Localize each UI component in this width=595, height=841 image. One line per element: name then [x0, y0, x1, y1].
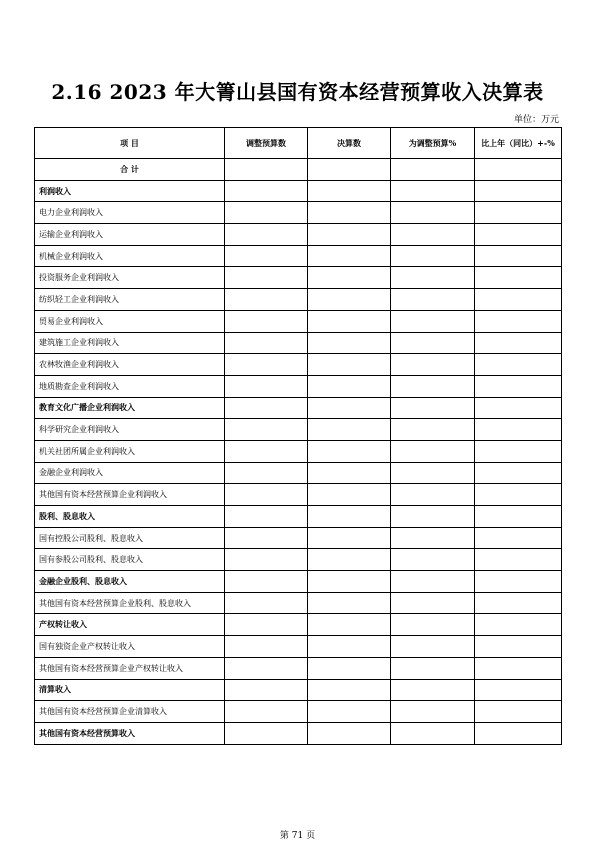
table-body: [35, 159, 562, 745]
yoy-cell: [475, 289, 562, 311]
adjusted-budget-cell: [225, 440, 308, 462]
table-row: [35, 440, 562, 462]
final-amount-cell: [308, 571, 391, 593]
percent-cell: [391, 310, 475, 332]
yoy-cell: [475, 636, 562, 658]
final-amount-cell: [308, 722, 391, 744]
final-amount-cell: [308, 701, 391, 723]
final-amount-cell: [308, 224, 391, 246]
table-row: [35, 332, 562, 354]
adjusted-budget-cell: [225, 159, 308, 181]
yoy-cell: [475, 180, 562, 202]
final-amount-cell: [308, 506, 391, 528]
row-label: 金融企业股利、股息收入: [35, 571, 225, 593]
percent-cell: [391, 462, 475, 484]
table-row: [35, 354, 562, 376]
table-row: [35, 679, 562, 701]
adjusted-budget-cell: [225, 289, 308, 311]
header-item: 项 目: [35, 128, 225, 159]
row-label: 产权转让收入: [35, 614, 225, 636]
adjusted-budget-cell: [225, 245, 308, 267]
table-row: [35, 224, 562, 246]
final-amount-cell: [308, 614, 391, 636]
table-row: [35, 592, 562, 614]
adjusted-budget-cell: [225, 462, 308, 484]
yoy-cell: [475, 310, 562, 332]
percent-cell: [391, 419, 475, 441]
row-label: 建筑施工企业利润收入: [35, 332, 225, 354]
final-amount-cell: [308, 375, 391, 397]
table-row: [35, 245, 562, 267]
row-label: 其他国有资本经营预算企业利润收入: [35, 484, 225, 506]
budget-table: [34, 127, 562, 745]
adjusted-budget-cell: [225, 549, 308, 571]
yoy-cell: [475, 440, 562, 462]
yoy-cell: [475, 224, 562, 246]
page-title: 2.16 2023 年大箐山县国有资本经营预算收入决算表: [51, 80, 544, 104]
percent-cell: [391, 224, 475, 246]
final-amount-cell: [308, 462, 391, 484]
adjusted-budget-cell: [225, 354, 308, 376]
yoy-cell: [475, 245, 562, 267]
final-amount-cell: [308, 592, 391, 614]
yoy-cell: [475, 506, 562, 528]
yoy-cell: [475, 722, 562, 744]
yoy-cell: [475, 657, 562, 679]
yoy-cell: [475, 354, 562, 376]
row-label: 农林牧渔企业利润收入: [35, 354, 225, 376]
percent-cell: [391, 332, 475, 354]
table-row: [35, 159, 562, 181]
adjusted-budget-cell: [225, 722, 308, 744]
header-final-amount: 决算数: [308, 128, 391, 159]
table-row: [35, 202, 562, 224]
final-amount-cell: [308, 679, 391, 701]
adjusted-budget-cell: [225, 592, 308, 614]
row-label: 国有参股公司股利、股息收入: [35, 549, 225, 571]
table-row: [35, 636, 562, 658]
adjusted-budget-cell: [225, 636, 308, 658]
final-amount-cell: [308, 202, 391, 224]
adjusted-budget-cell: [225, 310, 308, 332]
percent-cell: [391, 527, 475, 549]
final-amount-cell: [308, 419, 391, 441]
unit-label: 单位：万元: [513, 115, 559, 125]
adjusted-budget-cell: [225, 332, 308, 354]
table-row: [35, 722, 562, 744]
yoy-cell: [475, 267, 562, 289]
table-row: [35, 549, 562, 571]
final-amount-cell: [308, 245, 391, 267]
yoy-cell: [475, 375, 562, 397]
table-row: [35, 289, 562, 311]
row-label: 其他国有资本经营预算收入: [35, 722, 225, 744]
table-row: [35, 180, 562, 202]
table-row: [35, 419, 562, 441]
adjusted-budget-cell: [225, 679, 308, 701]
final-amount-cell: [308, 440, 391, 462]
yoy-cell: [475, 202, 562, 224]
yoy-cell: [475, 614, 562, 636]
percent-cell: [391, 267, 475, 289]
percent-cell: [391, 397, 475, 419]
row-label: 运输企业利润收入: [35, 224, 225, 246]
adjusted-budget-cell: [225, 180, 308, 202]
yoy-cell: [475, 159, 562, 181]
yoy-cell: [475, 592, 562, 614]
row-label: 地质勘查企业利润收入: [35, 375, 225, 397]
table-row: [35, 310, 562, 332]
header-adjusted-budget: 调整预算数: [225, 128, 308, 159]
row-label: 其他国有资本经营预算企业股利、股息收入: [35, 592, 225, 614]
adjusted-budget-cell: [225, 224, 308, 246]
adjusted-budget-cell: [225, 484, 308, 506]
percent-cell: [391, 592, 475, 614]
header-percent-of-budget: 为调整预算%: [391, 128, 475, 159]
header-yoy-change: 比上年（同比）+-%: [475, 128, 562, 159]
percent-cell: [391, 657, 475, 679]
final-amount-cell: [308, 267, 391, 289]
adjusted-budget-cell: [225, 202, 308, 224]
final-amount-cell: [308, 636, 391, 658]
percent-cell: [391, 180, 475, 202]
table-row: [35, 657, 562, 679]
page-number: 第 71 页: [279, 831, 316, 841]
table-row: [35, 267, 562, 289]
yoy-cell: [475, 419, 562, 441]
percent-cell: [391, 549, 475, 571]
yoy-cell: [475, 397, 562, 419]
row-label: 国有控股公司股利、股息收入: [35, 527, 225, 549]
percent-cell: [391, 159, 475, 181]
table-row: [35, 527, 562, 549]
final-amount-cell: [308, 484, 391, 506]
adjusted-budget-cell: [225, 419, 308, 441]
row-label: 利润收入: [35, 180, 225, 202]
yoy-cell: [475, 527, 562, 549]
percent-cell: [391, 202, 475, 224]
final-amount-cell: [308, 310, 391, 332]
percent-cell: [391, 245, 475, 267]
percent-cell: [391, 484, 475, 506]
table-row: [35, 484, 562, 506]
yoy-cell: [475, 332, 562, 354]
final-amount-cell: [308, 180, 391, 202]
adjusted-budget-cell: [225, 701, 308, 723]
final-amount-cell: [308, 159, 391, 181]
row-label: 机关社团所属企业利润收入: [35, 440, 225, 462]
yoy-cell: [475, 549, 562, 571]
yoy-cell: [475, 484, 562, 506]
adjusted-budget-cell: [225, 397, 308, 419]
percent-cell: [391, 679, 475, 701]
row-label: 机械企业利润收入: [35, 245, 225, 267]
yoy-cell: [475, 679, 562, 701]
adjusted-budget-cell: [225, 571, 308, 593]
percent-cell: [391, 375, 475, 397]
row-label: 纺织轻工企业利润收入: [35, 289, 225, 311]
final-amount-cell: [308, 289, 391, 311]
row-label: 科学研究企业利润收入: [35, 419, 225, 441]
table-row: [35, 397, 562, 419]
percent-cell: [391, 614, 475, 636]
row-label: 国有独资企业产权转让收入: [35, 636, 225, 658]
adjusted-budget-cell: [225, 657, 308, 679]
row-label: 金融企业利润收入: [35, 462, 225, 484]
adjusted-budget-cell: [225, 267, 308, 289]
percent-cell: [391, 571, 475, 593]
row-label: 合 计: [35, 159, 225, 181]
table-row: [35, 614, 562, 636]
final-amount-cell: [308, 397, 391, 419]
row-label: 贸易企业利润收入: [35, 310, 225, 332]
final-amount-cell: [308, 657, 391, 679]
row-label: 其他国有资本经营预算企业清算收入: [35, 701, 225, 723]
percent-cell: [391, 506, 475, 528]
row-label: 投资服务企业利润收入: [35, 267, 225, 289]
table-row: [35, 701, 562, 723]
adjusted-budget-cell: [225, 527, 308, 549]
table-row: [35, 462, 562, 484]
table-row: [35, 375, 562, 397]
percent-cell: [391, 636, 475, 658]
yoy-cell: [475, 701, 562, 723]
row-label: 其他国有资本经营预算企业产权转让收入: [35, 657, 225, 679]
percent-cell: [391, 722, 475, 744]
final-amount-cell: [308, 332, 391, 354]
percent-cell: [391, 701, 475, 723]
final-amount-cell: [308, 549, 391, 571]
percent-cell: [391, 354, 475, 376]
final-amount-cell: [308, 354, 391, 376]
row-label: 电力企业利润收入: [35, 202, 225, 224]
adjusted-budget-cell: [225, 506, 308, 528]
row-label: 清算收入: [35, 679, 225, 701]
row-label: 股利、股息收入: [35, 506, 225, 528]
yoy-cell: [475, 462, 562, 484]
adjusted-budget-cell: [225, 614, 308, 636]
yoy-cell: [475, 571, 562, 593]
row-label: 教育文化广播企业利润收入: [35, 397, 225, 419]
percent-cell: [391, 440, 475, 462]
table-row: [35, 571, 562, 593]
table-header-row: [35, 128, 562, 159]
final-amount-cell: [308, 527, 391, 549]
table-row: [35, 506, 562, 528]
percent-cell: [391, 289, 475, 311]
adjusted-budget-cell: [225, 375, 308, 397]
